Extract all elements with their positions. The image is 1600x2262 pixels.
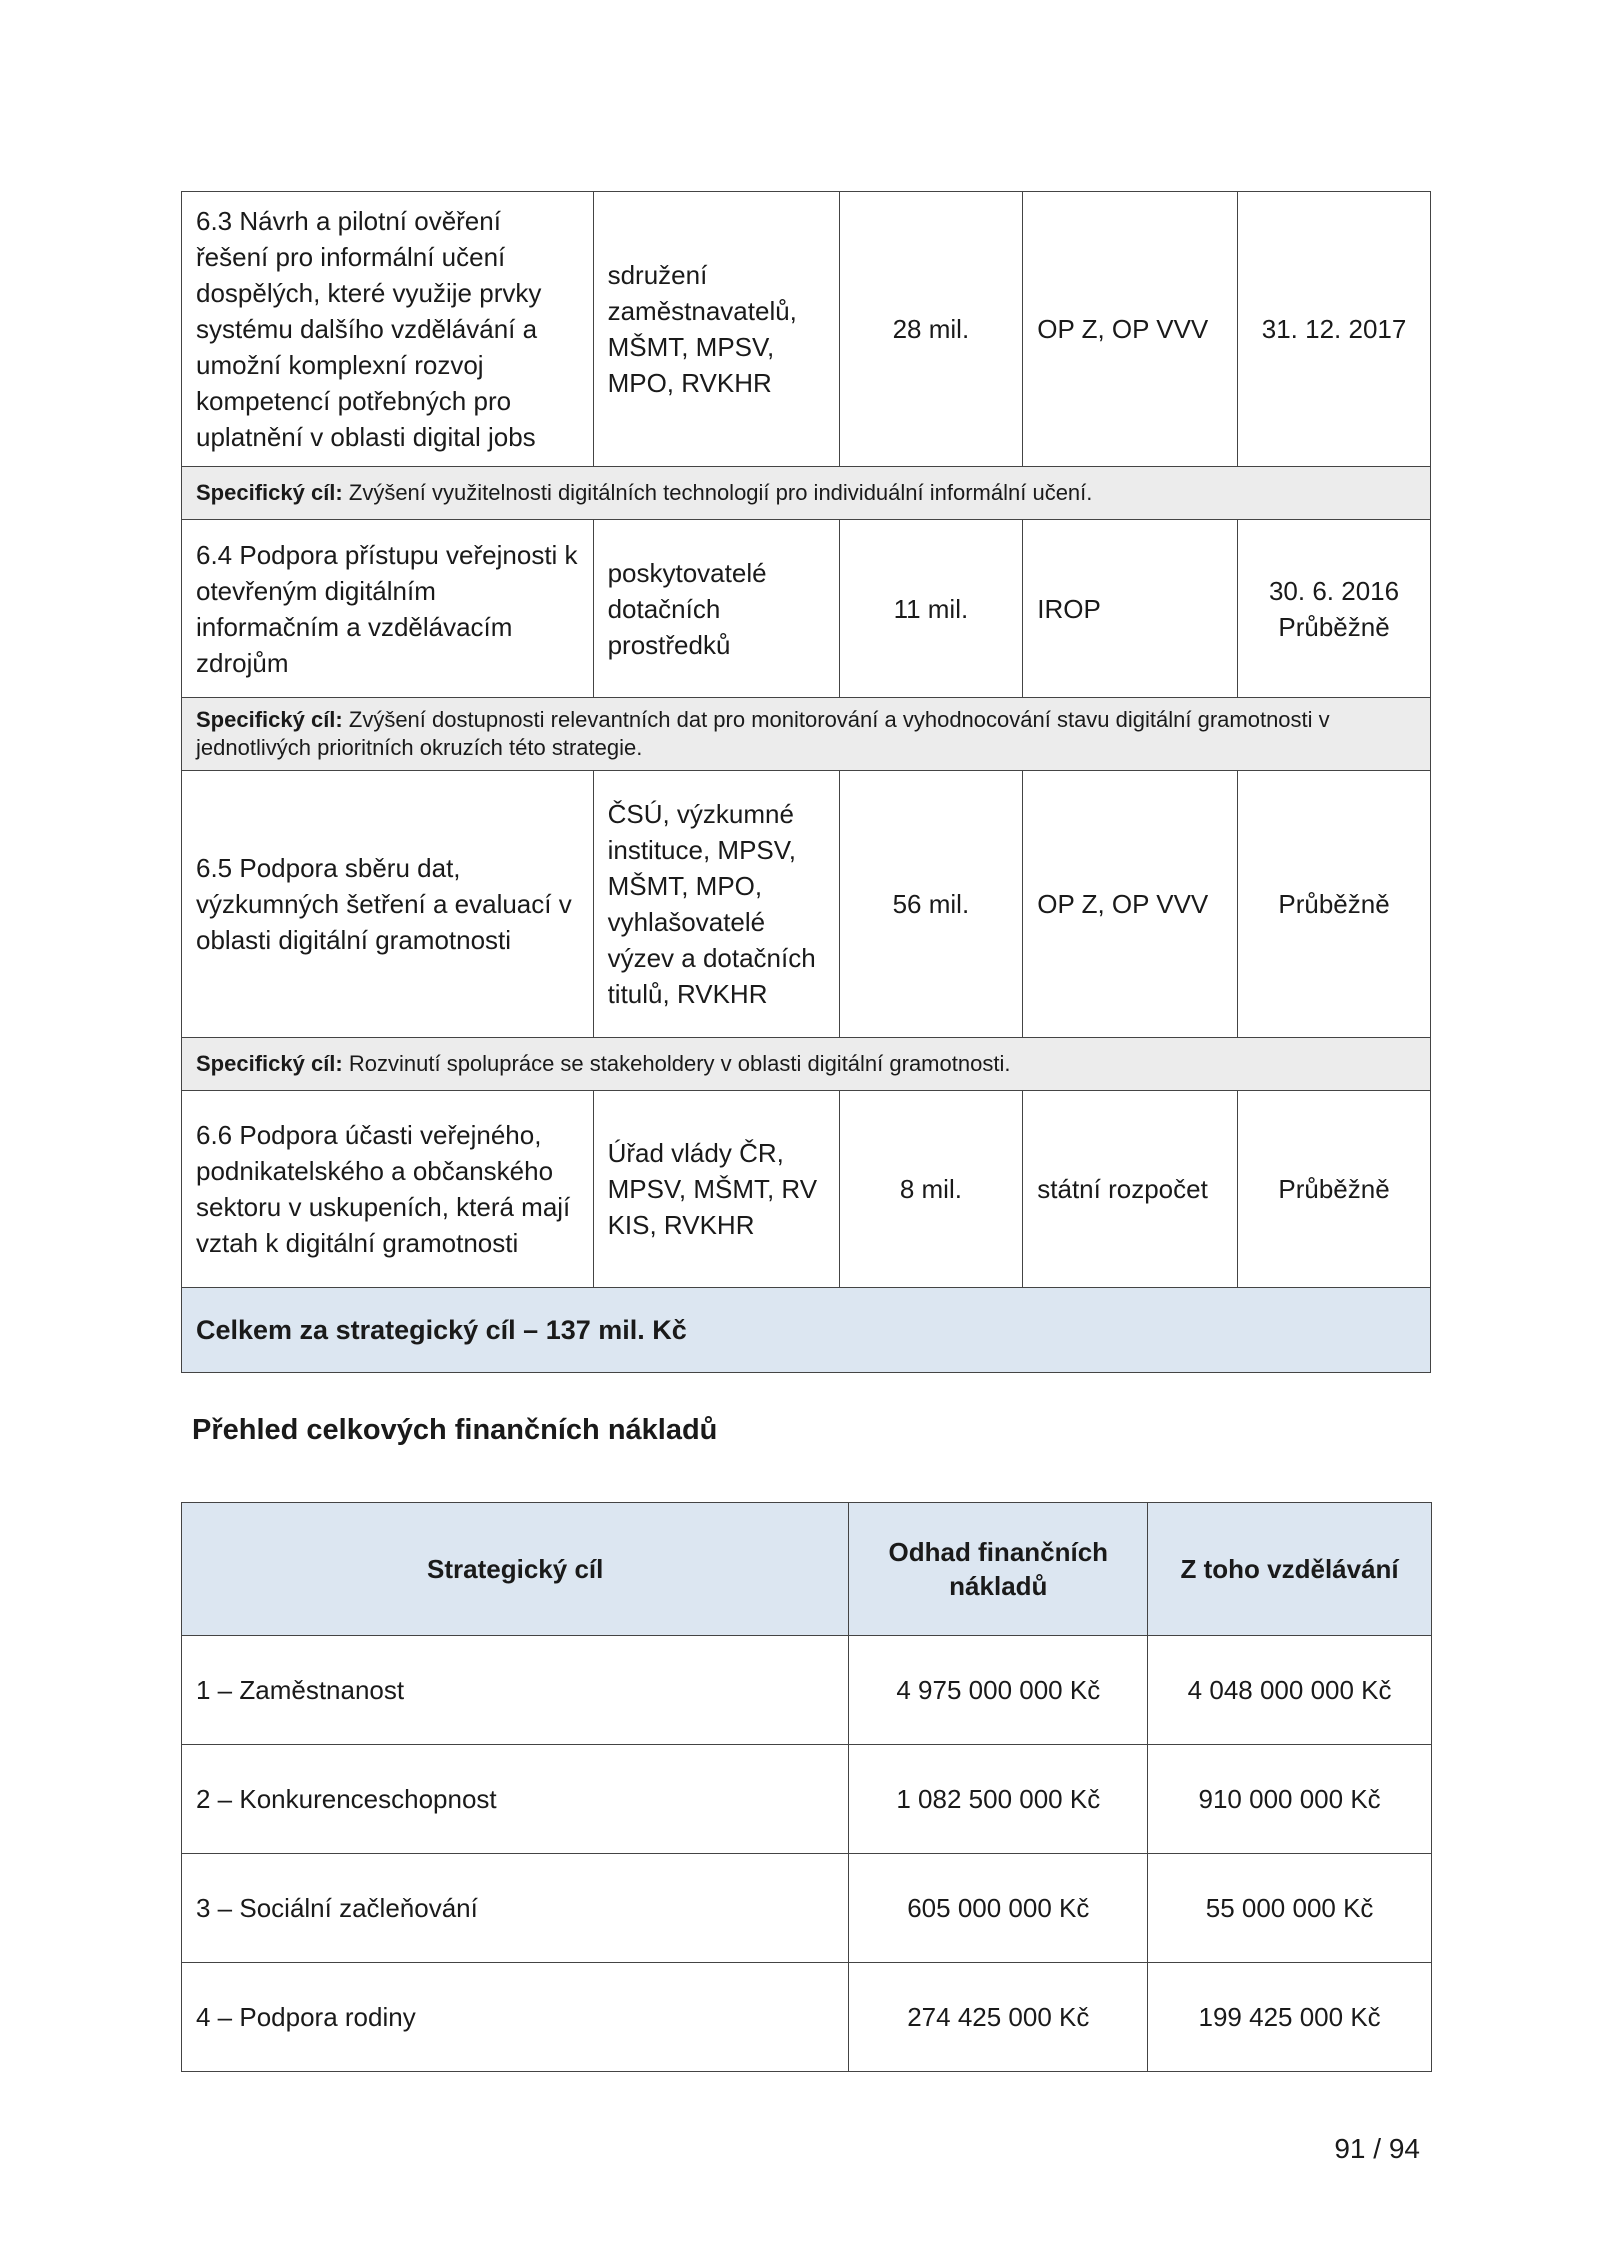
measure-source: OP Z, OP VVV	[1023, 771, 1238, 1038]
goal-cell: 2 – Konkurenceschopnost	[182, 1745, 849, 1854]
measure-cost: 28 mil.	[839, 192, 1023, 467]
education-cell: 55 000 000 Kč	[1148, 1854, 1432, 1963]
header-education: Z toho vzdělávání	[1148, 1503, 1432, 1636]
estimate-cell: 4 975 000 000 Kč	[849, 1636, 1148, 1745]
specific-goal-label: Specifický cíl:	[196, 707, 343, 732]
specific-goal-text: Rozvinutí spolupráce se stakeholdery v oblasti digitální gramotnosti.	[348, 1051, 1011, 1076]
specific-goal-row	[182, 698, 1431, 771]
specific-goal-label: Specifický cíl:	[196, 480, 343, 505]
measure-cost: 11 mil.	[839, 520, 1023, 698]
measure-name: 6.3 Návrh a pilotní ověření řešení pro informální učení dospělých, které využije prvky systému dalšího vzdělávání a umožní komplexní rozvoj kompetencí potřebných pro uplatnění v oblasti digital jobs	[182, 192, 594, 467]
page-number: 91 / 94	[1334, 2133, 1420, 2164]
table-row	[182, 192, 1431, 467]
financial-overview-table	[181, 1502, 1432, 2072]
estimate-cell: 605 000 000 Kč	[849, 1854, 1148, 1963]
table-row	[182, 520, 1431, 698]
table-row	[182, 1636, 1432, 1745]
measures-table	[181, 191, 1431, 1373]
measure-responsible: Úřad vlády ČR, MPSV, MŠMT, RV KIS, RVKHR	[593, 1091, 839, 1288]
table-row	[182, 1963, 1432, 2072]
measure-source: státní rozpočet	[1023, 1091, 1238, 1288]
specific-goal-text: Zvýšení využitelnosti digitálních technologií pro individuální informální učení.	[348, 480, 1093, 505]
specific-goal-label: Specifický cíl:	[196, 1051, 343, 1076]
goal-cell: 3 – Sociální začleňování	[182, 1854, 849, 1963]
measure-deadline: 31. 12. 2017	[1238, 192, 1431, 467]
specific-goal	[182, 467, 1431, 520]
measure-responsible: ČSÚ, výzkumné instituce, MPSV, MŠMT, MPO, vyhlašovatelé výzev a dotačních titulů, RVKHR	[593, 771, 839, 1038]
table-row	[182, 1854, 1432, 1963]
education-cell: 199 425 000 Kč	[1148, 1963, 1432, 2072]
goal-cell: 1 – Zaměstnanost	[182, 1636, 849, 1745]
measure-cost: 56 mil.	[839, 771, 1023, 1038]
table-row	[182, 771, 1431, 1038]
estimate-cell: 1 082 500 000 Kč	[849, 1745, 1148, 1854]
education-cell: 910 000 000 Kč	[1148, 1745, 1432, 1854]
measure-deadline: 30. 6. 2016 Průběžně	[1238, 520, 1431, 698]
header-row	[182, 1503, 1432, 1636]
measure-cost: 8 mil.	[839, 1091, 1023, 1288]
specific-goal-row	[182, 1038, 1431, 1091]
measure-name: 6.5 Podpora sběru dat, výzkumných šetření a evaluací v oblasti digitální gramotnosti	[182, 771, 594, 1038]
section-heading: Přehled celkových finančních nákladů	[192, 1414, 718, 1446]
measure-responsible: sdružení zaměstnavatelů, MŠMT, MPSV, MPO, RVKHR	[593, 192, 839, 467]
estimate-cell: 274 425 000 Kč	[849, 1963, 1148, 2072]
measure-name: 6.4 Podpora přístupu veřejnosti k otevřeným digitálním informačním a vzdělávacím zdrojům	[182, 520, 594, 698]
education-cell: 4 048 000 000 Kč	[1148, 1636, 1432, 1745]
table-row	[182, 1091, 1431, 1288]
table-row	[182, 1745, 1432, 1854]
header-strategic-goal: Strategický cíl	[182, 1503, 849, 1636]
goal-cell: 4 – Podpora rodiny	[182, 1963, 849, 2072]
header-cost-estimate: Odhad finančních nákladů	[849, 1503, 1148, 1636]
specific-goal	[182, 1038, 1431, 1091]
specific-goal-row	[182, 467, 1431, 520]
specific-goal-text: Zvýšení dostupnosti relevantních dat pro monitorování a vyhodnocování stavu digitální gramotnosti v jednotlivých prioritních okruzích této strategie.	[196, 707, 1330, 760]
measure-deadline: Průběžně	[1238, 771, 1431, 1038]
measure-source: IROP	[1023, 520, 1238, 698]
strategic-goal-total: Celkem za strategický cíl – 137 mil. Kč	[182, 1288, 1431, 1373]
measure-responsible: poskytovatelé dotačních prostředků	[593, 520, 839, 698]
measure-deadline: Průběžně	[1238, 1091, 1431, 1288]
total-row	[182, 1288, 1431, 1373]
measure-name: 6.6 Podpora účasti veřejného, podnikatelského a občanského sektoru v uskupeních, která mají vztah k digitální gramotnosti	[182, 1091, 594, 1288]
specific-goal	[182, 698, 1431, 771]
measure-source: OP Z, OP VVV	[1023, 192, 1238, 467]
